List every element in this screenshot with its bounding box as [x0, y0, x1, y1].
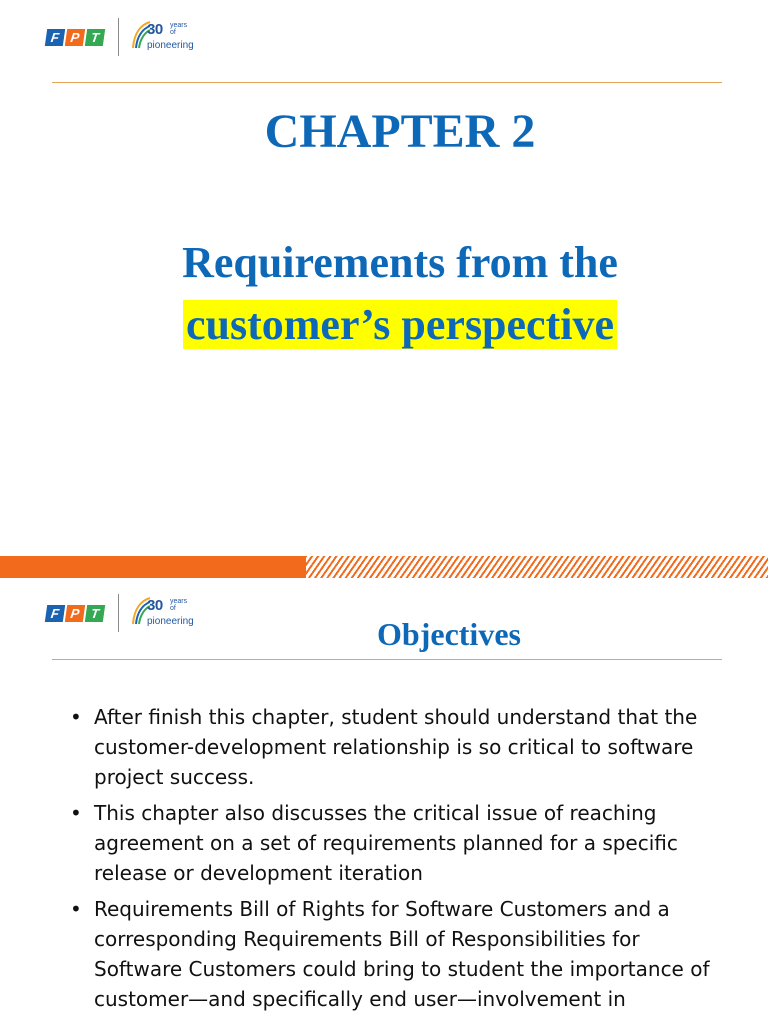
list-item: • Requirements Bill of Rights for Software Customers and a corresponding Requirements Bill of Responsibilities for Software Customers could bring to student the importance of customer—and specifically end user—involvement in: [70, 894, 720, 1014]
fpt-logo-icon: F P T: [46, 29, 104, 46]
anniversary-years: years of: [170, 598, 188, 612]
separator-stripes: [306, 556, 768, 578]
anniversary-number: 30: [147, 597, 163, 614]
anniversary-badge: [131, 20, 203, 54]
chapter-title: CHAPTER 2: [264, 105, 536, 158]
objectives-slide: [0, 578, 768, 1024]
chapter-subtitle: [0, 232, 768, 356]
separator-bar: [0, 556, 306, 578]
anniversary-word: pioneering: [147, 616, 194, 627]
header-rule: [52, 659, 722, 660]
subtitle-line-2-highlighted: customer’s perspective: [183, 300, 617, 349]
logo-divider: [118, 18, 119, 56]
slide-separator: [0, 556, 768, 578]
anniversary-word: pioneering: [147, 40, 194, 51]
header-rule: [52, 82, 722, 83]
anniversary-years: years of: [170, 22, 188, 36]
slide-title: Objectives: [377, 616, 521, 652]
list-item: • After finish this chapter, student should understand that the customer-development relationship is so critical to software project success.: [70, 702, 720, 792]
fpt-logo-icon: F P T: [46, 605, 104, 622]
company-logo: [46, 18, 203, 56]
list-item: • This chapter also discusses the critical issue of reaching agreement on a set of requirements planned for a specific release or development iteration: [70, 798, 720, 888]
subtitle-line-1: Requirements from the: [182, 238, 618, 287]
objectives-list: [70, 702, 720, 1020]
anniversary-number: 30: [147, 21, 163, 38]
